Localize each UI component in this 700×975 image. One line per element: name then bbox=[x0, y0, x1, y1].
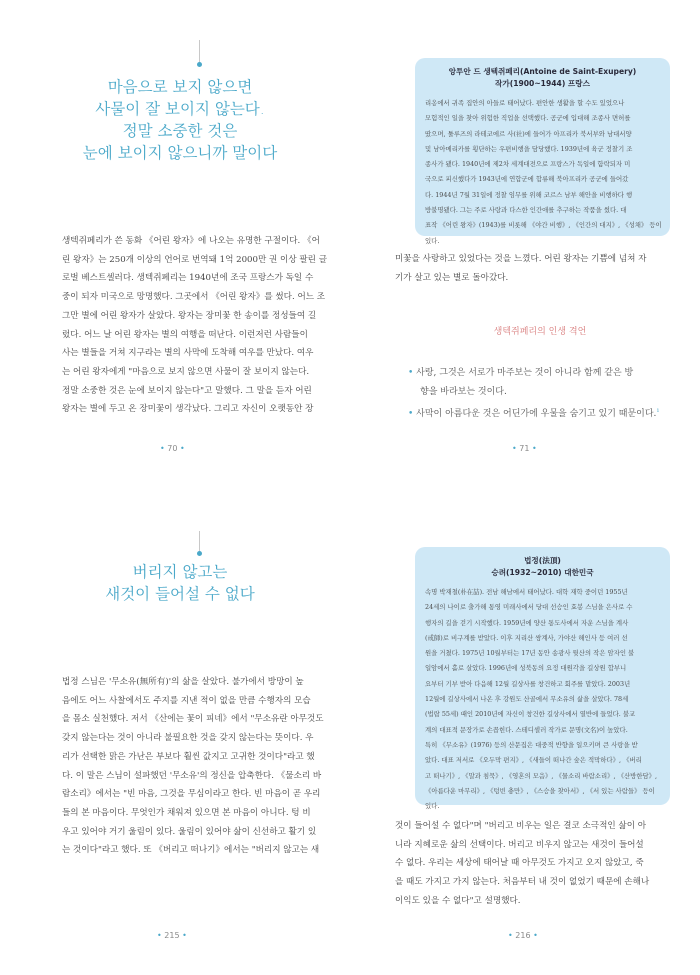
profile-line: 국으로 피신했다가 1943년에 연합군에 합류해 북아프리카 공군에 들어갔 bbox=[425, 175, 629, 184]
author-profile-box bbox=[415, 547, 670, 811]
text-line: 중이 되자 미국으로 망명했다. 그곳에서 《어린 왕자》를 썼다. 어느 조 bbox=[62, 292, 326, 303]
spread-top bbox=[0, 0, 700, 487]
footnote-mark: 1 bbox=[656, 408, 660, 414]
profile-line: 원을 거쳤다. 1975년 10월부터는 17년 동안 송광사 뒷산의 작은 암자인 불 bbox=[425, 649, 635, 658]
text-line: 수 없다. 우리는 세상에 태어날 때 아무것도 가지고 오지 않았고, 죽 bbox=[395, 858, 644, 869]
profile-meta: 작가(1900~1944) 프랑스 bbox=[495, 79, 590, 88]
quote-item: • 사랑, 그것은 서로가 마주보는 것이 아니라 함께 같은 방 bbox=[408, 368, 634, 378]
text-line: 는 어린 왕자에게 "마음으로 보지 않으면 사물이 잘 보이지 않는다. bbox=[62, 366, 310, 377]
page-number-value: 70 bbox=[167, 444, 178, 453]
text-line: 왕자는 별에 두고 온 장미꽃이 생각났다. 그리고 자신이 오랫동안 장 bbox=[62, 404, 314, 415]
quote-list bbox=[408, 364, 660, 424]
title-line: 마음으로 보지 않으면 bbox=[107, 78, 253, 96]
quote-item: • 사막이 아름다운 것은 어딘가에 우물을 숨기고 있기 때문이다.$^1$ bbox=[408, 408, 660, 419]
title-deco-dot bbox=[197, 551, 202, 556]
title-deco-line bbox=[199, 40, 200, 62]
text-line: 음에도 어느 사찰에서도 주지를 지낸 적이 없을 만큼 수행자의 모습 bbox=[62, 695, 311, 706]
text-line: 이익도 있을 수 없다"고 설명했다. bbox=[395, 895, 521, 906]
author-profile-box bbox=[415, 58, 670, 245]
profile-line: 모험적인 일을 찾아 위험한 직업을 선택했다. 공군에 입대해 조종사 면허를 bbox=[425, 114, 631, 123]
body-paragraph-continued bbox=[395, 817, 665, 911]
profile-meta: 승려(1932~2010) 대한민국 bbox=[491, 568, 594, 577]
profile-line: 일암에서 홀로 살았다. 1996년에 성북동의 요정 대원각을 길상원 합부니 bbox=[425, 664, 627, 673]
profile-line: 있다. bbox=[425, 802, 440, 811]
title-deco-line bbox=[199, 531, 200, 551]
title-line: 새것이 들어설 수 없다 bbox=[105, 585, 255, 603]
profile-line: 리옹에서 귀족 집안의 아들로 태어났다. 편안한 생활을 할 수도 있었으나 bbox=[425, 99, 625, 107]
profile-body bbox=[415, 579, 670, 814]
profile-line: 및 남아메리카를 횡단하는 우편비행을 담당했다. 1939년에 육군 정찰기 조 bbox=[425, 144, 633, 153]
profile-header bbox=[415, 58, 670, 90]
page-number: • 216 • bbox=[508, 931, 538, 940]
text-line: 갖지 않는다는 것이 아니라 불필요한 것을 갖지 않는다는 뜻이다. 우 bbox=[62, 733, 314, 744]
text-line: 법정 스님은 '무소유(無所有)'의 삶을 살았다. 불가에서 방망이 높 bbox=[62, 677, 304, 687]
text-line: 다. 이 말은 스님이 설파했던 '무소유'의 정신을 압축한다. 《물소리 바 bbox=[62, 770, 322, 781]
text-line: 을 때도 가지고 가지 않는다. 처음부터 내 것이 없었기 때문에 손해나 bbox=[395, 877, 650, 888]
profile-name: 앙투안 드 생텍쥐페리(Antoine de Saint-Exupery) bbox=[448, 67, 637, 76]
profile-line: 행자의 길을 걷기 시작했다. 1959년에 양산 통도사에서 자운 스님을 계사 bbox=[425, 618, 629, 627]
text-line: 리가 선택한 맑은 가난은 부보다 훨씬 값지고 고귀한 것이다"라고 했 bbox=[62, 751, 315, 762]
profile-line: 특히 《무소유》(1976) 등의 산문집은 대중적 반향을 일으키며 큰 사랑을 받 bbox=[425, 740, 638, 749]
profile-line: 았다. 대표 저서로 《오두막 편지》, 《새들이 떠나간 숲은 적막하다》, 《버리 bbox=[425, 756, 642, 765]
profile-header bbox=[415, 547, 670, 579]
text-line: 생텍쥐페리가 쓴 동화 《어린 왕자》에 나오는 유명한 구절이다. 《어 bbox=[62, 236, 320, 246]
chapter-title bbox=[40, 76, 320, 164]
profile-line: 다. 1944년 7월 31일에 정찰 임무를 위해 코르스 남부 해안을 비행하다 행 bbox=[425, 190, 633, 199]
body-paragraph bbox=[62, 232, 328, 419]
text-line: 미꽃을 사랑하고 있었다는 것을 느꼈다. 어린 왕자는 기쁨에 넘쳐 자 bbox=[395, 254, 647, 264]
text-line: 로벌 베스트셀러다. 생텍쥐페리는 1940년에 조국 프랑스가 독일 수 bbox=[62, 273, 314, 284]
text-line: 정말 소중한 것은 눈에 보이지 않는다"고 말했다. 그 말을 듣자 어린 bbox=[62, 385, 312, 396]
profile-line: 24세의 나이로 출가해 통영 미래사에서 당대 선승인 효봉 스님을 은사로 수 bbox=[425, 603, 633, 612]
profile-line: 종사가 됐다. 1940년에 제2차 세계대전으로 프랑스가 독일에 함락되자 미 bbox=[425, 160, 631, 169]
title-line: 사물이 잘 보이지 않는다. bbox=[95, 100, 265, 118]
quote-text: 사랑, 그것은 서로가 마주보는 것이 아니라 함께 같은 방 bbox=[416, 368, 634, 378]
quote-item-cont bbox=[408, 383, 660, 402]
quote-text: 사막이 아름다운 것은 어딘가에 우물을 숨기고 있기 때문이다. bbox=[416, 409, 657, 419]
quote-text: 향을 바라보는 것이다. bbox=[420, 387, 507, 397]
page-70 bbox=[0, 0, 350, 487]
text-line: 들의 본 마음이다. 무엇인가 채워져 있으면 본 마음이 아니다. 텅 비 bbox=[62, 807, 311, 818]
profile-line: 요부터 기부 받아 다음해 12월 길상사를 창건하고 회주를 맡았다. 2003년 bbox=[425, 679, 631, 688]
text-line: 렀다. 어느 날 어린 왕자는 별의 여행을 떠난다. 이런저런 사람들이 bbox=[62, 329, 308, 340]
text-line: 것이 들어설 수 없다"며 "버리고 비우는 일은 결코 소극적인 삶이 아 bbox=[395, 821, 647, 831]
page-71 bbox=[350, 0, 700, 487]
profile-line: 속명 박재철(朴在喆). 전남 해남에서 태어났다. 대학 재학 중이던 1955년 bbox=[425, 588, 628, 596]
page-number-value: 215 bbox=[164, 931, 180, 940]
text-line: 람소리》에서는 "빈 마음, 그것을 무심이라고 한다. 빈 마음이 곧 우리 bbox=[62, 789, 321, 800]
profile-name: 법정(法頂) bbox=[524, 556, 561, 565]
title-line: 정말 소중한 것은 bbox=[122, 122, 238, 140]
page-number: • 70 • bbox=[160, 444, 185, 453]
body-paragraph-continued bbox=[395, 250, 665, 287]
spread-bottom bbox=[0, 487, 700, 975]
page-215 bbox=[0, 487, 350, 975]
text-line: 사는 별들을 거쳐 지구라는 별의 사막에 도착해 여우를 만났다. 여우 bbox=[62, 348, 314, 359]
page-number: • 215 • bbox=[157, 931, 187, 940]
profile-line: 《아름다운 마무리》, 《텅빈 충만》, 《스승을 찾아서》, 《서 있는 사람들》 등이 bbox=[425, 786, 655, 795]
text-line: 니라 지혜로운 삶의 선택이다. 버리고 비우지 않고는 새것이 들어설 bbox=[395, 839, 644, 850]
title-line: 눈에 보이지 않으니까 말이다 bbox=[82, 144, 278, 162]
profile-body bbox=[415, 90, 670, 249]
text-line: 는 것이다"라고 했다. 또 《버리고 떠나기》에서는 "버리지 않고는 새 bbox=[62, 845, 320, 856]
text-line: 을 몸소 실천했다. 저서 《산에는 꽃이 피네》에서 "무소유란 아무것도 bbox=[62, 714, 324, 725]
title-deco-dot bbox=[197, 62, 202, 67]
page-number: • 71 • bbox=[512, 444, 537, 453]
page-216 bbox=[350, 487, 700, 975]
profile-line: 고 떠나기》, 《말과 침묵》, 《영혼의 모음》, 《물소리 바람소리》, 《산방한담》, bbox=[425, 771, 658, 780]
text-line: 우고 있어야 거기 울림이 있다. 울림이 있어야 삶이 신선하고 활기 있 bbox=[62, 826, 317, 837]
body-paragraph bbox=[62, 673, 324, 860]
profile-line: 12월에 길상사에서 나온 후 강원도 산골에서 무소유의 삶을 살았다. 78세 bbox=[425, 695, 629, 704]
profile-line: 계의 대표적 문장가로 손꼽힌다. 스테디셀러 작가로 문명(文名)이 높았다. bbox=[425, 725, 628, 734]
text-line: 그만 별에 어린 왕자가 살았다. 왕자는 장미꽃 한 송이를 정성들여 길 bbox=[62, 310, 317, 321]
profile-line: 방불명됐다. 그는 주로 사랑과 다스한 인간애를 추구하는 작품을 썼다. 대 bbox=[425, 206, 627, 215]
title-line: 버리지 않고는 bbox=[132, 563, 228, 581]
text-line: 기가 살고 있는 별로 돌아갔다. bbox=[395, 272, 509, 283]
profile-line: 땄으며, 툴루즈의 라테코에르 사(社)에 들어가 아프리카 북서부와 남대서양 bbox=[425, 129, 632, 138]
profile-line: (戒師)로 비구계를 받았다. 이후 지리산 쌍계사, 가야산 해인사 등 여러 선 bbox=[425, 633, 628, 642]
chapter-title bbox=[40, 561, 320, 605]
page-number-value: 71 bbox=[519, 444, 530, 453]
lesson-title: 생텍쥐페리의 인생 격언 bbox=[493, 327, 587, 337]
profile-line: (법랍 55세) 때인 2010년에 자신이 창건한 길상사에서 열반에 들었다. 불교 bbox=[425, 710, 636, 719]
text-line: 린 왕자》는 250개 이상의 언어로 번역돼 1억 2000만 권 이상 팔린 글 bbox=[62, 254, 328, 265]
profile-line: 표작 《어린 왕자》(1943)를 비롯해 《야간 비행》, 《인간의 대지》, 《성채》 등이 bbox=[425, 221, 662, 230]
profile-line: 있다. bbox=[425, 236, 440, 245]
page-number-value: 216 bbox=[515, 931, 531, 940]
